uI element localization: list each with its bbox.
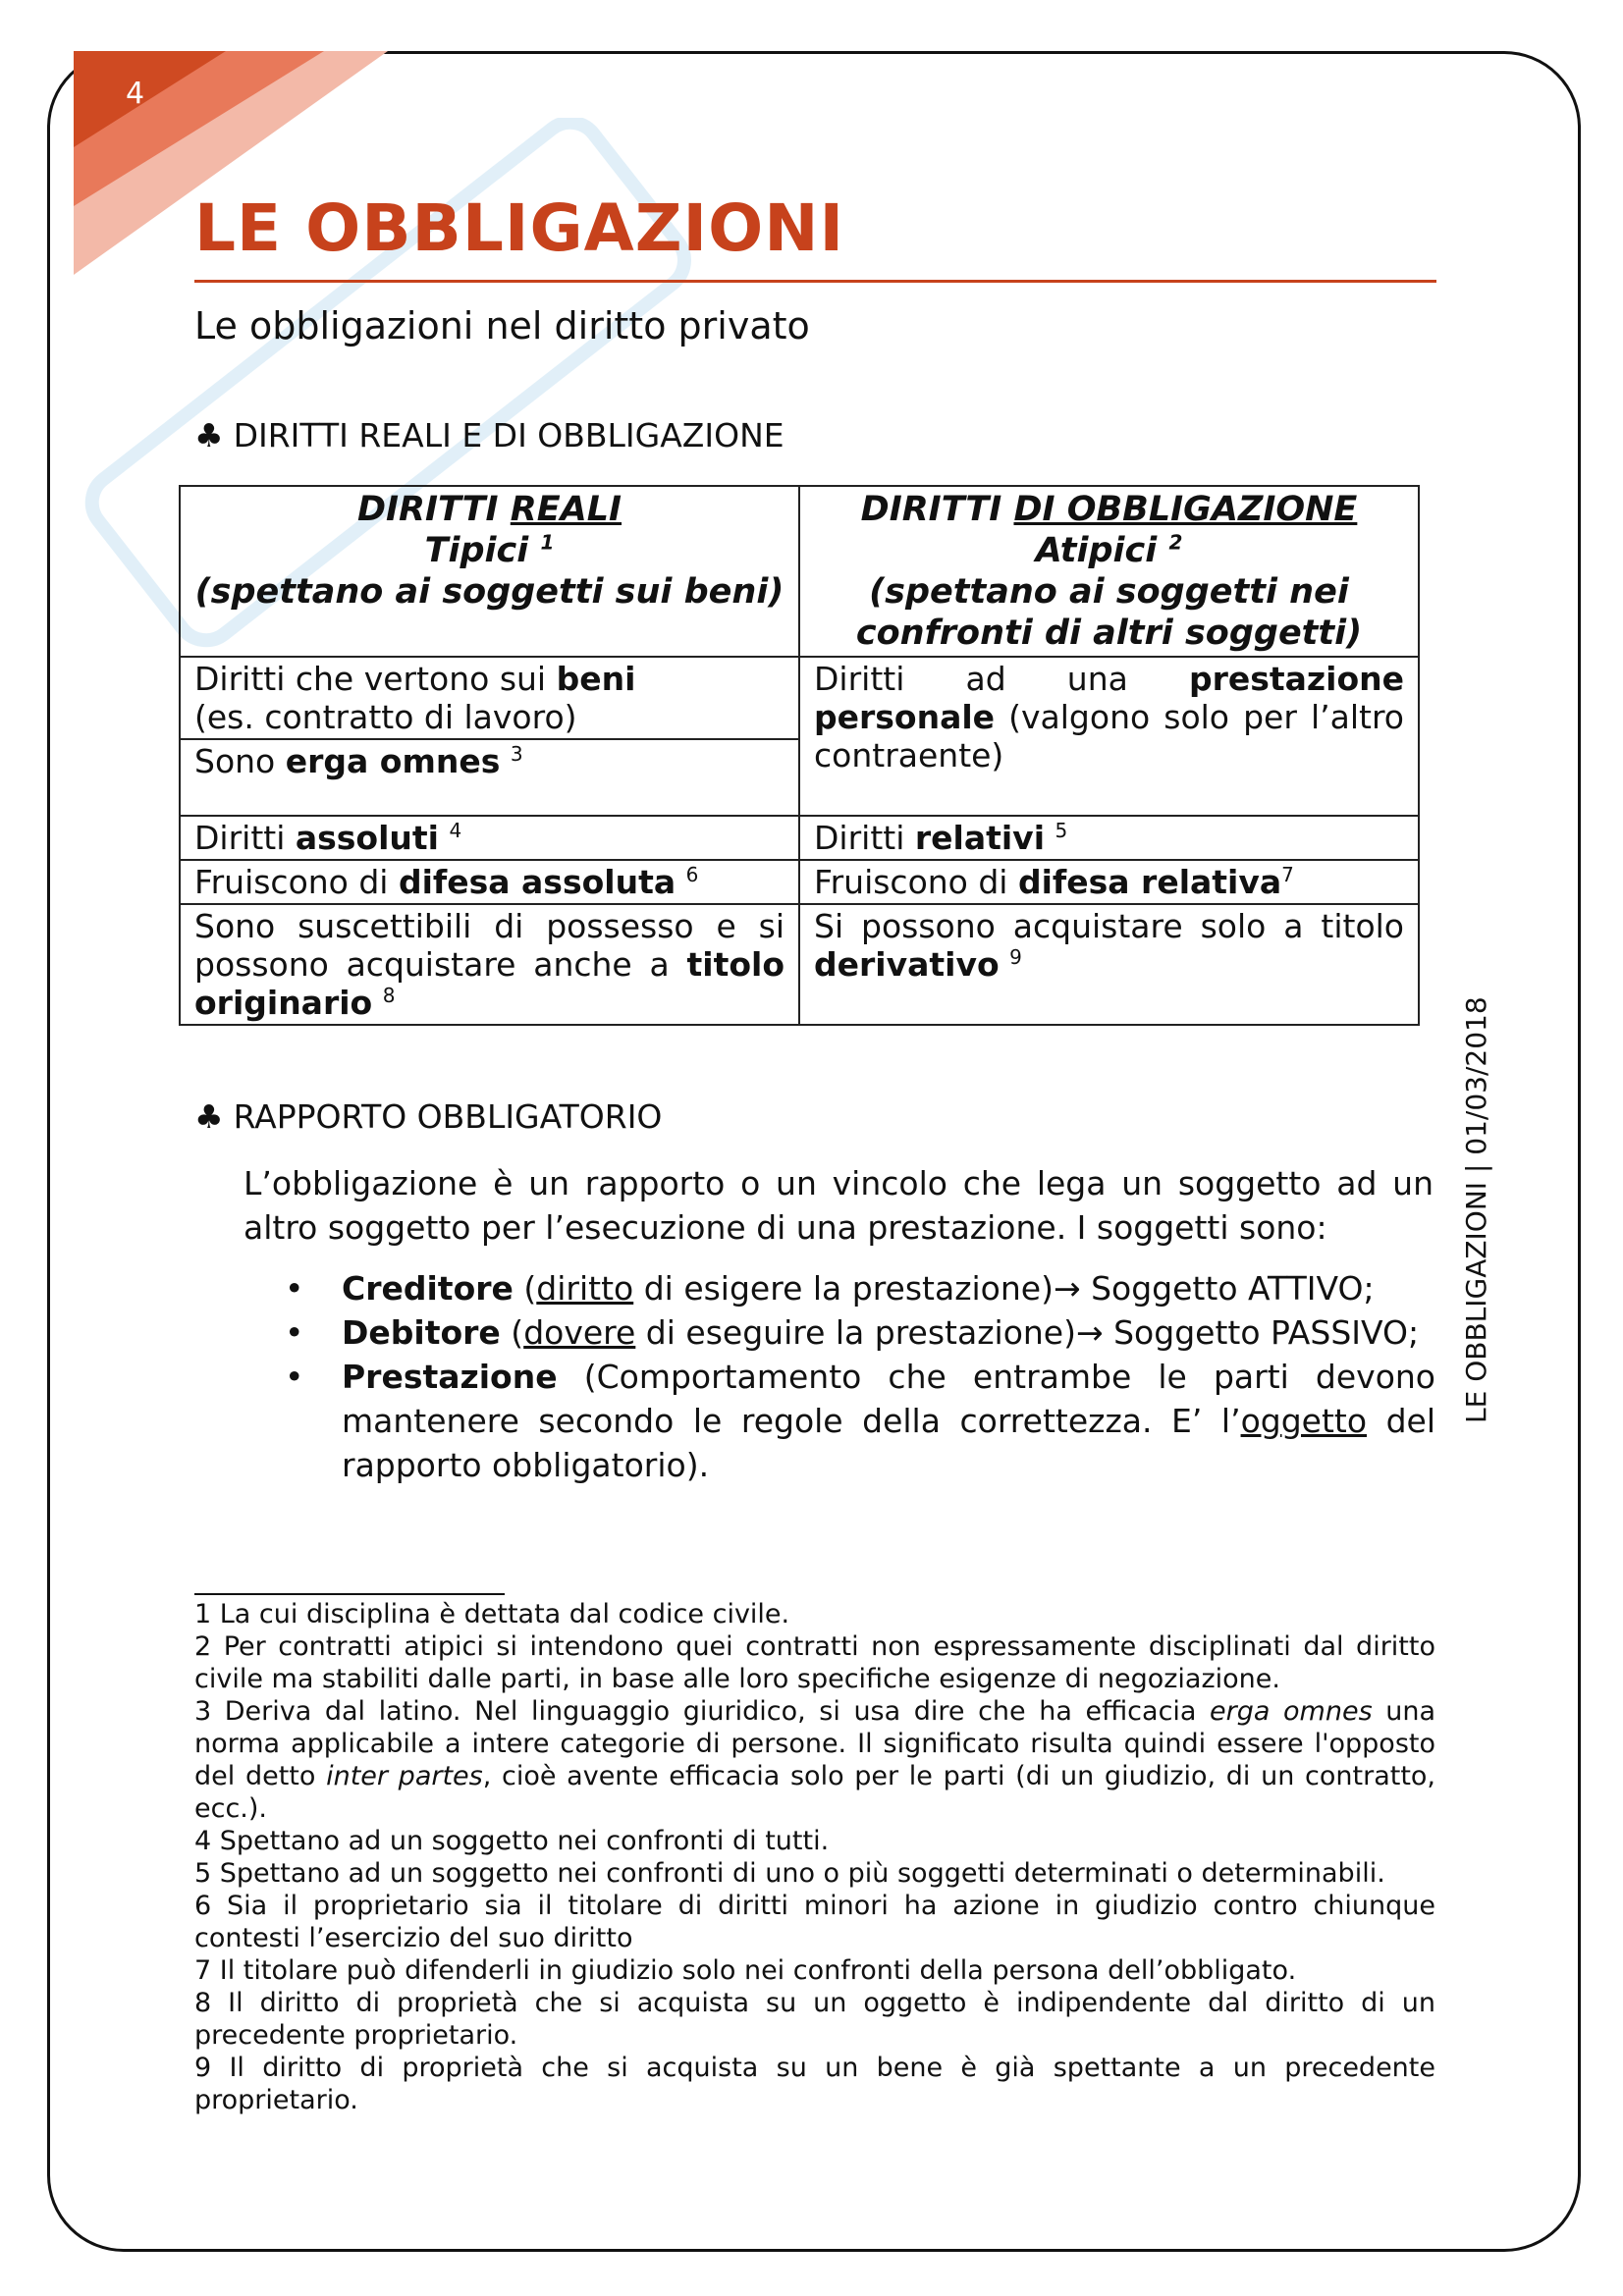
- section-heading-diritti: [194, 416, 784, 454]
- subjects-list: [285, 1266, 1435, 1487]
- header-diritti-reali: DIRITTI REALI Tipici $^1$ (spettano ai soggetti sui beni): [180, 486, 799, 657]
- table-header-row: [180, 486, 1419, 657]
- footnote-3: 3 Deriva dal latino. Nel linguaggio giuridico, si usa dire che ha efficacia erga omnes una norma applicabile a intere categorie di persone. Il significato risulta quindi essere l'opposto del detto inter partes, cioè avente efficacia solo per le parti (di un giudizio, di un contratto, ecc.).: [194, 1696, 1436, 1824]
- footnote-5: 5 Spettano ad un soggetto nei confronti di uno o più soggetti determinati o determinabili.: [194, 1858, 1385, 1889]
- cell-titolo-originario: Sono suscettibili di possesso e si possono acquistare anche a titolo originario $^8$: [180, 904, 799, 1025]
- club-bullet-icon: ♣: [194, 1097, 224, 1136]
- footnote-4: 4 Spettano ad un soggetto nei confronti di tutti.: [194, 1826, 830, 1856]
- cell-difesa-relativa: Fruiscono di difesa relativa$^7$: [799, 860, 1419, 904]
- footnote-9: 9 Il diritto di proprietà che si acquista su un bene è già spettante a un precedente proprietario.: [194, 2053, 1435, 2115]
- cell-relativi: Diritti relativi $^5$: [799, 816, 1419, 860]
- bullet-dot-icon: •: [285, 1358, 304, 1396]
- cell-difesa-assoluta: Fruiscono di difesa assoluta $^6$: [180, 860, 799, 904]
- footnote-7: 7 Il titolare può difenderli in giudizio solo nei confronti della persona dell’obbligato.: [194, 1955, 1297, 1986]
- list-item-prestazione: • Prestazione (Comportamento che entrambe le parti devono mantenere secondo le regole della correttezza. E’ l’oggetto del rapporto obbligatorio).: [285, 1355, 1435, 1487]
- footnote-separator: [194, 1593, 505, 1595]
- section-heading-rapporto: [194, 1097, 662, 1136]
- page-subtitle: Le obbligazioni nel diritto privato: [194, 304, 810, 347]
- list-item-debitore: • Debitore (dovere di eseguire la prestazione)→ Soggetto PASSIVO;: [285, 1310, 1435, 1355]
- bullet-dot-icon: •: [285, 1269, 304, 1308]
- footnote-8: 8 Il diritto di proprietà che si acquista su un oggetto è indipendente dal diritto di un precedente proprietario.: [194, 1988, 1435, 2051]
- footnote-2: 2 Per contratti atipici si intendono quei contratti non espressamente disciplinati dal diritto civile ma stabiliti dalle parti, in base alle loro specifiche esigenze di negoziazione.: [194, 1631, 1435, 1694]
- cell-assoluti: Diritti assoluti $^4$: [180, 816, 799, 860]
- section-heading-text: RAPPORTO OBBLIGATORIO: [233, 1097, 663, 1136]
- comparison-table: [179, 485, 1420, 1026]
- footnote-1: 1 La cui disciplina è dettata dal codice civile.: [194, 1599, 790, 1629]
- cell-beni: Diritti che vertono sui beni (es. contratto di lavoro): [180, 657, 799, 739]
- title-divider: [194, 280, 1436, 283]
- cell-prestazione-personale: Diritti ad una prestazione personale (valgono solo per l’altro contraente): [799, 657, 1419, 816]
- section-heading-text: DIRITTI REALI E DI OBBLIGAZIONE: [233, 416, 784, 454]
- table-row: [180, 860, 1419, 904]
- footnote-6: 6 Sia il proprietario sia il titolare di diritti minori ha azione in giudizio contro chiunque contesti l’esercizio del suo diritto: [194, 1891, 1435, 1953]
- table-row: [180, 904, 1419, 1025]
- page-number: 4: [126, 77, 145, 111]
- cell-derivativo: Si possono acquistare solo a titolo derivativo $^9$: [799, 904, 1419, 1025]
- page-title: LE OBBLIGAZIONI: [194, 190, 845, 266]
- table-row: [180, 816, 1419, 860]
- cell-erga-omnes: Sono erga omnes $^3$: [180, 739, 799, 816]
- list-item-creditore: • Creditore (diritto di esigere la prestazione)→ Soggetto ATTIVO;: [285, 1266, 1435, 1310]
- club-bullet-icon: ♣: [194, 416, 224, 454]
- table-row: [180, 657, 1419, 739]
- side-running-header: LE OBBLIGAZIONI | 01/03/2018: [1460, 996, 1492, 1423]
- header-diritti-obbligazione: DIRITTI DI OBBLIGAZIONE Atipici $^2$ (spettano ai soggetti nei confronti di altri soggetti): [799, 486, 1419, 657]
- intro-paragraph: L’obbligazione è un rapporto o un vincolo che lega un soggetto ad un altro soggetto per l’esecuzione di una prestazione. I soggetti sono:: [243, 1164, 1434, 1247]
- bullet-dot-icon: •: [285, 1313, 304, 1352]
- footnotes: [194, 1598, 1435, 2116]
